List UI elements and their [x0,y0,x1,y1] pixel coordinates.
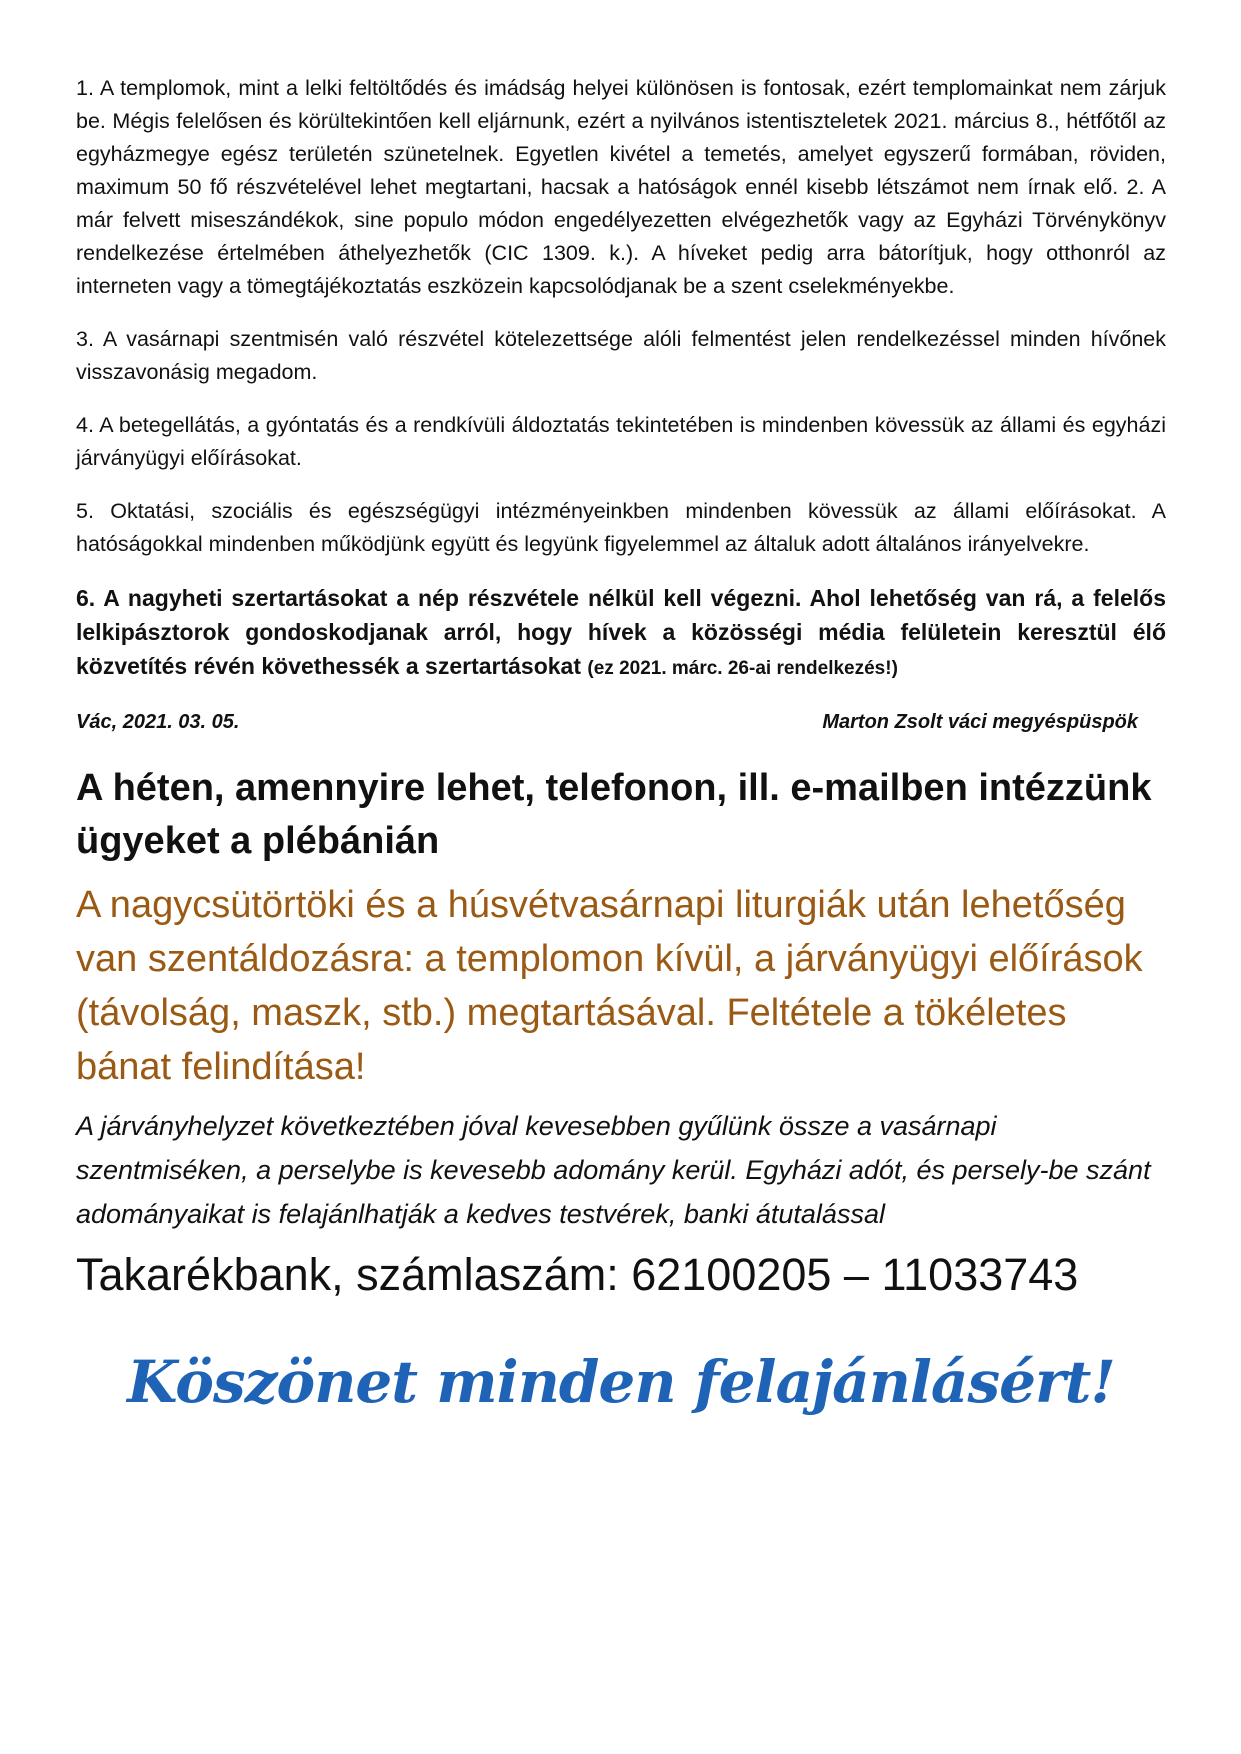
signature-line [76,708,1166,736]
paragraph-4: 4. A betegellátás, a gyóntatás és a rendkívüli áldoztatás tekintetében is mindenben kövessük az állami és egyházi járványügyi előírásokat. [76,413,1166,470]
paragraph-3: 3. A vasárnapi szentmisén való részvétel kötelezettsége alóli felmentést jelen rendelkezéssel minden hívőnek visszavonásig megadom. [76,327,1166,384]
bulletin-page [76,72,1166,1420]
paragraph-5: 5. Oktatási, szociális és egészségügyi intézményeinkben mindenben kövessük az állami előírásokat. A hatóságokkal mindenben működjünk együtt és legyünk figyelemmel az általuk adott általános irányelvekre. [76,499,1166,556]
donation-appeal: A járványhelyzet következtében jóval kevesebben gyűlünk össze a vasárnapi szentmiséken, a perselybe is kevesebb adomány kerül. Egyházi adót, és persely-be szánt adományaikat is felajánlhatják a kedves testvérek, banki átutalással [76,1111,1151,1229]
thanks-message: Köszönet minden felajánlásért! [127,1348,1115,1416]
place-date: Vác, 2021. 03. 05. [76,711,240,733]
office-notice-heading: A héten, amennyire lehet, telefonon, ill. e-mailben intézzünk ügyeket a plébánián [76,767,1152,862]
paragraph-6-main: 6. A nagyheti szertartásokat a nép részvétele nélkül kell végezni. Ahol lehetőség van rá, a felelős lelkipásztorok gondoskodjanak arról, hogy hívek a közösségi média felületein keresztül élő közvetítés révén követhessék a szertartásokat [76,585,1166,679]
signer-name: Marton Zsolt váci megyéspüspök [822,711,1138,733]
communion-notice: A nagycsütörtöki és a húsvétvasárnapi liturgiák után lehetőség van szentáldozásra: a templomon kívül, a járványügyi előírások (távolság, maszk, stb.) megtartásával. Feltétele a tökéletes bánat felindítása! [76,884,1143,1088]
paragraph-6 [76,581,1166,686]
bank-account: Takarékbank, számlaszám: 62100205 – 11033743 [76,1249,1079,1300]
paragraph-1-2: 1. A templomok, mint a lelki feltöltődés és imádság helyei különösen is fontosak, ezért templomainkat nem zárjuk be. Mégis felelősen és körültekintően kell eljárnunk, ezért a nyilvános istentiszteletek 2021. március 8., hétfőtől az egyházmegye egész területén szünetelnek. Egyetlen kivétel a temetés, amelyet egyszerű formában, röviden, maximum 50 fő részvételével lehet megtartani, hacsak a hatóságok ennél kisebb létszámot nem írnak elő. 2. A már felvett miseszándékok, sine populo módon engedélyezetten elvégezhetők vagy az Egyházi Törvénykönyv rendelkezése értelmében áthelyezhetők (CIC 1309. k.). A híveket pedig arra bátorítjuk, hogy otthonról az interneten vagy a tömegtájékoztatás eszközein kapcsolódjanak be a szent cselekményekbe. [76,76,1166,298]
paragraph-6-note: (ez 2021. márc. 26-ai rendelkezés!) [587,658,898,679]
